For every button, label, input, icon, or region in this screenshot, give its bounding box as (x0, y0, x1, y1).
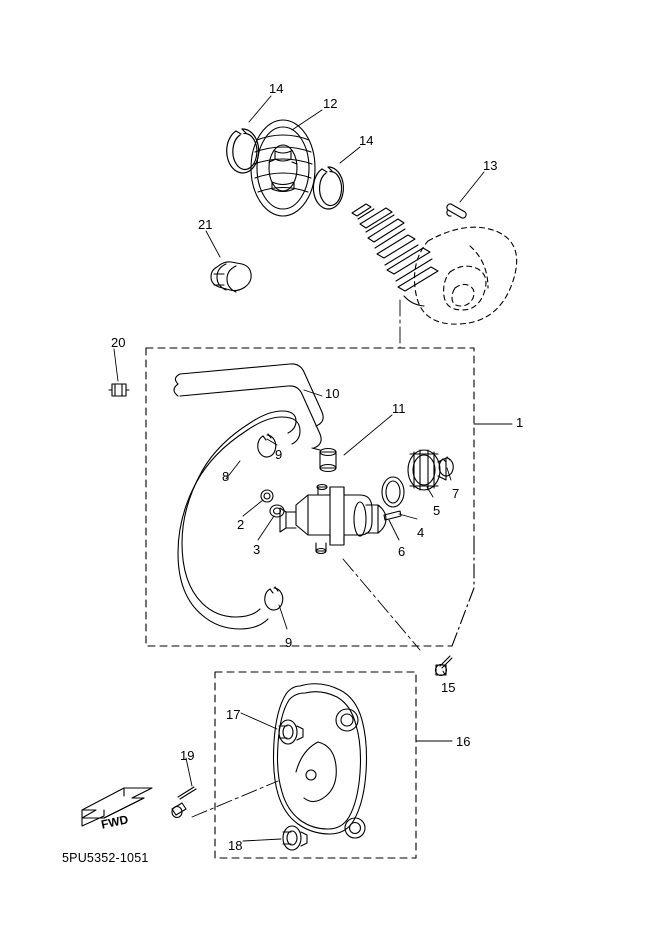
callout-12: 12 (323, 96, 338, 111)
callout-3: 3 (253, 542, 261, 557)
bushing-18 (283, 826, 307, 850)
assembly-box-1 (146, 348, 474, 646)
fitting-11 (320, 449, 336, 472)
callout-5: 5 (433, 503, 441, 518)
callout-10: 10 (325, 386, 340, 401)
assembly-box-1-chain (452, 540, 474, 646)
pin-6 (384, 511, 401, 520)
callout-9a: 9 (275, 447, 283, 462)
callout-7: 7 (452, 486, 460, 501)
callout-11: 11 (392, 401, 406, 416)
oil-pump-body (280, 485, 386, 554)
hose-10 (174, 364, 323, 450)
clip-20 (109, 384, 129, 396)
clip-9-lower (265, 587, 283, 610)
bearing-21 (211, 262, 251, 292)
gear-5 (408, 450, 446, 490)
callout-1: 1 (516, 415, 524, 430)
circlip-14-right (313, 167, 343, 209)
cover-plate (274, 684, 367, 838)
callout-8: 8 (222, 469, 230, 484)
callout-17: 17 (226, 707, 241, 722)
callout-20: 20 (111, 335, 126, 350)
callout-9b: 9 (285, 635, 293, 650)
callout-18: 18 (228, 838, 243, 853)
callout-15: 15 (441, 680, 456, 695)
fwd-label: FWD (99, 812, 130, 832)
oring-4 (382, 477, 404, 507)
callout-14b: 14 (359, 133, 374, 148)
callout-14a: 14 (269, 81, 284, 96)
clip-9-upper (258, 434, 276, 457)
callout-6: 6 (398, 544, 406, 559)
callout-4: 4 (417, 525, 425, 540)
circlip-14-left (227, 129, 259, 173)
pin-13 (447, 204, 466, 218)
callout-2: 2 (237, 517, 245, 532)
pulley-12 (251, 120, 315, 216)
bolt-19 (172, 787, 196, 818)
camshaft (352, 204, 438, 306)
callout-21: 21 (198, 217, 213, 232)
leader-lines (114, 96, 512, 841)
assembly-box-16 (215, 672, 416, 858)
bushing-17 (279, 720, 303, 744)
callout-16: 16 (456, 734, 471, 749)
callout-19: 19 (180, 748, 195, 763)
washer-3 (270, 505, 284, 517)
callout-13: 13 (483, 158, 498, 173)
part-number-label: 5PU5352-1051 (62, 851, 149, 865)
